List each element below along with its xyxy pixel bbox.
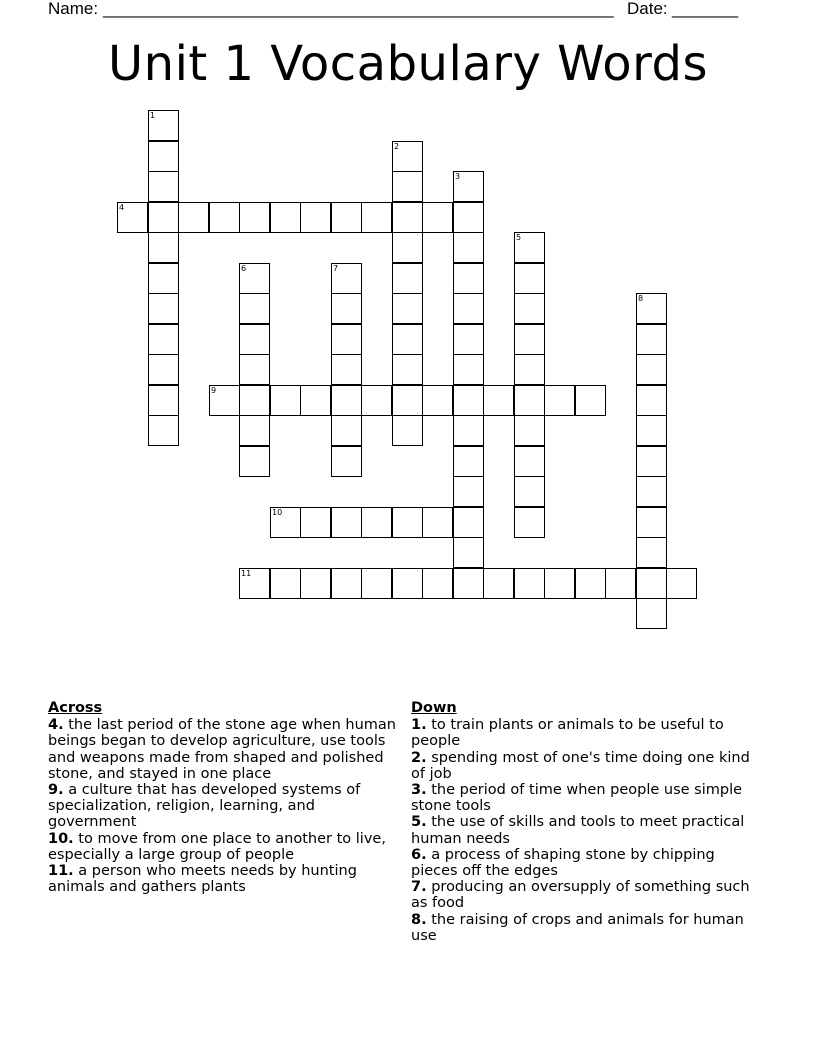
crossword-cell[interactable] [422, 507, 453, 538]
crossword-cell[interactable] [514, 263, 545, 294]
crossword-cell[interactable] [331, 385, 362, 416]
clue-number: 11. [48, 863, 74, 880]
crossword-cell[interactable] [392, 171, 423, 202]
down-clue [411, 912, 756, 944]
crossword-cell[interactable] [636, 324, 667, 355]
across-clue [48, 717, 398, 782]
crossword-cell[interactable] [270, 507, 301, 538]
crossword-cell[interactable] [209, 385, 240, 416]
cell-number: 11 [241, 569, 252, 578]
crossword-cell[interactable] [300, 202, 331, 233]
crossword-cell[interactable] [453, 354, 484, 385]
clue-number: 2. [411, 749, 427, 766]
clue-text: producing an oversupply of something such as food [411, 879, 750, 912]
crossword-cell[interactable] [453, 476, 484, 507]
crossword-cell[interactable] [148, 415, 179, 446]
cell-number: 10 [272, 508, 283, 517]
crossword-cell[interactable] [514, 324, 545, 355]
crossword-cell[interactable] [239, 385, 270, 416]
page-title: Unit 1 Vocabulary Words [108, 36, 708, 92]
crossword-cell[interactable] [636, 446, 667, 477]
crossword-cell[interactable] [636, 476, 667, 507]
crossword-cell[interactable] [514, 293, 545, 324]
crossword-cell[interactable] [331, 324, 362, 355]
cell-number: 6 [241, 264, 247, 273]
crossword-cell[interactable] [544, 385, 575, 416]
down-clue [411, 847, 756, 879]
crossword-cell[interactable] [636, 537, 667, 568]
crossword-cell[interactable] [392, 202, 423, 233]
crossword-cell[interactable] [605, 568, 636, 599]
crossword-cell[interactable] [148, 293, 179, 324]
crossword-cell[interactable] [514, 507, 545, 538]
crossword-cell[interactable] [331, 293, 362, 324]
cell-number: 9 [211, 386, 217, 395]
crossword-cell[interactable] [300, 507, 331, 538]
crossword-cell[interactable] [392, 232, 423, 263]
cell-number: 5 [516, 233, 522, 242]
date-label: Date: [627, 0, 668, 18]
crossword-cell[interactable] [392, 141, 423, 172]
date-blank-line[interactable]: _______ [672, 0, 739, 18]
crossword-cell[interactable] [148, 385, 179, 416]
crossword-cell[interactable] [636, 598, 667, 629]
across-clue [48, 863, 398, 895]
crossword-cell[interactable] [148, 202, 179, 233]
crossword-cell[interactable] [453, 385, 484, 416]
crossword-cell[interactable] [666, 568, 697, 599]
crossword-cell[interactable] [148, 263, 179, 294]
crossword-cell[interactable] [331, 446, 362, 477]
crossword-cell[interactable] [453, 507, 484, 538]
crossword-cell[interactable] [148, 354, 179, 385]
clue-number: 9. [48, 782, 64, 799]
crossword-cell[interactable] [544, 568, 575, 599]
crossword-cell[interactable] [483, 385, 514, 416]
crossword-cell[interactable] [575, 568, 606, 599]
crossword-cell[interactable] [239, 293, 270, 324]
crossword-cell[interactable] [148, 171, 179, 202]
crossword-cell[interactable] [636, 507, 667, 538]
clue-text: the period of time when people use simple stone tools [411, 782, 743, 815]
clue-text: a culture that has developed systems of specialization, religion, learning, and government [48, 782, 361, 831]
crossword-cell[interactable] [453, 171, 484, 202]
crossword-cell[interactable] [361, 568, 392, 599]
crossword-cell[interactable] [514, 232, 545, 263]
crossword-cell[interactable] [453, 293, 484, 324]
crossword-cell[interactable] [636, 385, 667, 416]
crossword-cell[interactable] [636, 354, 667, 385]
crossword-cell[interactable] [300, 568, 331, 599]
crossword-cell[interactable] [239, 415, 270, 446]
crossword-cell[interactable] [453, 263, 484, 294]
crossword-cell[interactable] [392, 568, 423, 599]
cell-number: 7 [333, 264, 339, 273]
cell-number: 3 [455, 172, 461, 181]
down-clue [411, 814, 756, 846]
cell-number: 4 [119, 203, 125, 212]
crossword-cell[interactable] [514, 568, 545, 599]
clue-number: 7. [411, 879, 427, 896]
across-clue [48, 831, 398, 863]
crossword-cell[interactable] [392, 415, 423, 446]
crossword-cell[interactable] [636, 568, 667, 599]
crossword-cell[interactable] [392, 324, 423, 355]
crossword-cell[interactable] [239, 202, 270, 233]
crossword-cell[interactable] [453, 324, 484, 355]
clue-number: 6. [411, 846, 427, 863]
crossword-cell[interactable] [514, 476, 545, 507]
crossword-cell[interactable] [270, 202, 301, 233]
crossword-cell[interactable] [453, 232, 484, 263]
crossword-cell[interactable] [453, 537, 484, 568]
down-clue [411, 782, 756, 814]
crossword-cell[interactable] [331, 263, 362, 294]
crossword-cell[interactable] [270, 568, 301, 599]
crossword-cell[interactable] [239, 568, 270, 599]
across-clues [48, 700, 398, 895]
across-clue [48, 782, 398, 831]
crossword-cell[interactable] [636, 415, 667, 446]
crossword-cell[interactable] [453, 446, 484, 477]
clue-text: to train plants or animals to be useful to people [411, 717, 724, 750]
clue-text: spending most of one's time doing one kind of job [411, 749, 750, 782]
cell-number: 2 [394, 142, 400, 151]
across-heading: Across [48, 700, 103, 716]
crossword-cell[interactable] [300, 385, 331, 416]
clue-number: 4. [48, 717, 64, 734]
clue-text: a person who meets needs by hunting animals and gathers plants [48, 863, 357, 896]
crossword-cell[interactable] [392, 293, 423, 324]
crossword-cell[interactable] [636, 293, 667, 324]
down-heading: Down [411, 700, 457, 716]
crossword-cell[interactable] [422, 202, 453, 233]
crossword-cell[interactable] [361, 507, 392, 538]
crossword-cell[interactable] [575, 385, 606, 416]
clue-text: the last period of the stone age when human beings began to develop agriculture, use tools and weapons made from shaped and polished stone, and stayed in one place [48, 717, 396, 782]
cell-number: 1 [150, 111, 156, 120]
crossword-cell[interactable] [392, 507, 423, 538]
clue-number: 1. [411, 717, 427, 734]
down-clues [411, 700, 756, 944]
name-blank-line[interactable]: ______________________________________________________ [103, 0, 614, 18]
crossword-cell[interactable] [331, 568, 362, 599]
crossword-cell[interactable] [178, 202, 209, 233]
down-clue [411, 879, 756, 911]
crossword-cell[interactable] [331, 507, 362, 538]
crossword-cell[interactable] [270, 385, 301, 416]
crossword-cell[interactable] [514, 415, 545, 446]
crossword-cell[interactable] [209, 202, 240, 233]
crossword-cell[interactable] [331, 202, 362, 233]
crossword-cell[interactable] [148, 141, 179, 172]
crossword-cell[interactable] [422, 568, 453, 599]
crossword-cell[interactable] [148, 110, 179, 141]
clue-number: 10. [48, 830, 74, 847]
clue-number: 3. [411, 782, 427, 799]
clue-text: the use of skills and tools to meet practical human needs [411, 814, 745, 847]
clue-text: the raising of crops and animals for human use [411, 911, 744, 944]
crossword-cell[interactable] [331, 415, 362, 446]
crossword-cell[interactable] [239, 263, 270, 294]
clue-number: 8. [411, 911, 427, 928]
crossword-cell[interactable] [239, 354, 270, 385]
clue-text: to move from one place to another to live, especially a large group of people [48, 830, 386, 863]
crossword-cell[interactable] [361, 385, 392, 416]
crossword-cell[interactable] [514, 385, 545, 416]
crossword-cell[interactable] [392, 354, 423, 385]
down-clue [411, 717, 756, 749]
crossword-cell[interactable] [514, 446, 545, 477]
crossword-cell[interactable] [422, 385, 453, 416]
crossword-cell[interactable] [239, 324, 270, 355]
name-label: Name: [48, 0, 99, 18]
down-clue [411, 750, 756, 782]
crossword-cell[interactable] [361, 202, 392, 233]
crossword-cell[interactable] [117, 202, 148, 233]
crossword-cell[interactable] [453, 415, 484, 446]
crossword-cell[interactable] [483, 568, 514, 599]
crossword-cell[interactable] [331, 354, 362, 385]
clue-number: 5. [411, 814, 427, 831]
crossword-cell[interactable] [148, 232, 179, 263]
crossword-cell[interactable] [148, 324, 179, 355]
crossword-cell[interactable] [453, 202, 484, 233]
crossword-cell[interactable] [239, 446, 270, 477]
crossword-cell[interactable] [392, 263, 423, 294]
crossword-cell[interactable] [392, 385, 423, 416]
crossword-cell[interactable] [453, 568, 484, 599]
clue-text: a process of shaping stone by chipping pieces off the edges [411, 846, 715, 880]
cell-number: 8 [638, 294, 644, 303]
crossword-cell[interactable] [514, 354, 545, 385]
